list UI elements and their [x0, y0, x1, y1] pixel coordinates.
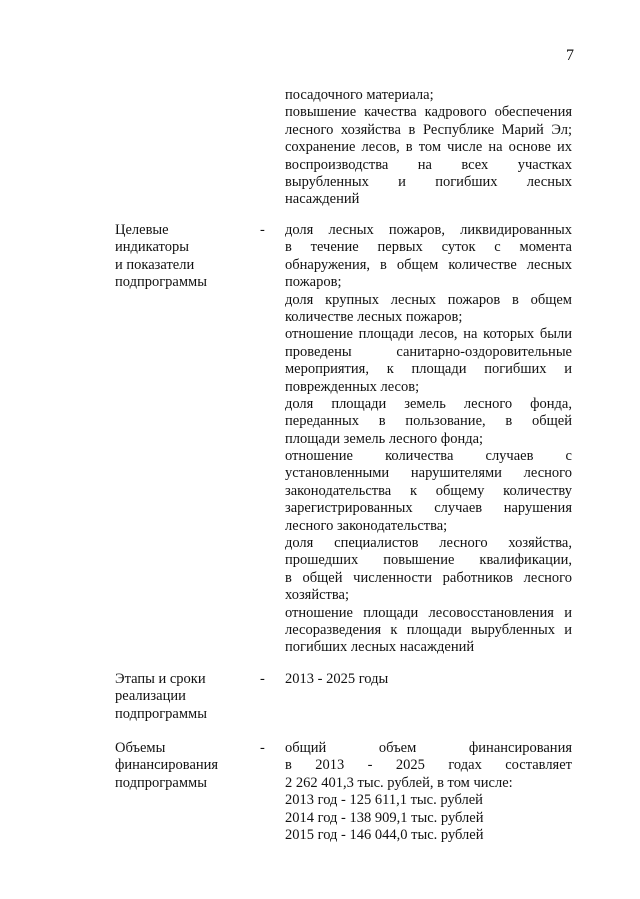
- label-line: и показатели: [115, 256, 195, 273]
- section-label: [115, 740, 255, 792]
- label-line: подпрограммы: [115, 705, 207, 722]
- text-line: переданных в пользование, в общей: [285, 413, 572, 430]
- text-line: сохранение лесов, в том числе на основе их: [285, 139, 572, 156]
- text-line: лесного законодательства;: [285, 517, 448, 534]
- text-line: 2013 год - 125 611,1 тыс. рублей: [285, 792, 483, 809]
- label-line: Целевые: [115, 222, 169, 238]
- section-label: [115, 671, 255, 723]
- text-line: зарегистрированных случаев нарушения: [285, 500, 572, 517]
- text-line: площади земель лесного фонда;: [285, 430, 484, 447]
- text-line: вырубленных и погибших лесных: [285, 173, 572, 190]
- text-line: мероприятия, к площади погибших и: [285, 361, 572, 378]
- section-dash: -: [260, 740, 265, 756]
- section-content: [285, 671, 572, 688]
- text-line: 2013 - 2025 годы: [285, 671, 389, 687]
- text-line: хозяйства;: [285, 587, 349, 604]
- text-line: обнаружения, в общем количестве лесных: [285, 256, 572, 273]
- section-content: [285, 222, 572, 657]
- label-line: Этапы и сроки: [115, 671, 206, 687]
- section-content: [285, 740, 572, 844]
- text-line: 2014 год - 138 909,1 тыс. рублей: [285, 809, 484, 826]
- text-line: общий объем финансирования: [285, 740, 572, 756]
- label-line: финансирования: [115, 757, 219, 774]
- text-line: посадочного материала;: [285, 87, 434, 103]
- text-line: в общей численности работников лесного: [285, 569, 572, 586]
- text-line: доля крупных лесных пожаров в общем: [285, 291, 572, 308]
- text-line: доля специалистов лесного хозяйства,: [285, 535, 572, 552]
- text-line: отношение площади лесов, на которых были: [285, 326, 572, 343]
- text-line: насаждений: [285, 191, 360, 208]
- text-line: установленными нарушителями лесного: [285, 465, 572, 482]
- text-line: повышение качества кадрового обеспечения: [285, 104, 572, 121]
- section-label: [115, 222, 255, 292]
- text-line: проведены санитарно-оздоровительные: [285, 343, 572, 360]
- text-line: отношение количества случаев с: [285, 448, 572, 465]
- label-line: реализации: [115, 688, 186, 705]
- text-line: пожаров;: [285, 274, 342, 291]
- text-line: 2015 год - 146 044,0 тыс. рублей: [285, 826, 484, 843]
- text-line: законодательства к общему количеству: [285, 482, 572, 499]
- text-line: прошедших повышение квалификации,: [285, 552, 572, 569]
- page-number: 7: [566, 47, 574, 64]
- section-dash: -: [260, 222, 265, 238]
- continuation-text: [285, 87, 572, 209]
- label-line: подпрограммы: [115, 774, 207, 791]
- text-line: доля площади земель лесного фонда,: [285, 395, 572, 412]
- text-line: количестве лесных пожаров;: [285, 308, 463, 325]
- text-line: 2 262 401,3 тыс. рублей, в том числе:: [285, 774, 513, 791]
- text-line: поврежденных лесов;: [285, 378, 420, 395]
- text-line: лесного хозяйства в Республике Марий Эл;: [285, 121, 572, 138]
- section-dash: -: [260, 671, 265, 687]
- text-line: воспроизводства на всех участках: [285, 156, 572, 173]
- text-line: доля лесных пожаров, ликвидированных: [285, 222, 572, 238]
- label-line: индикаторы: [115, 239, 189, 256]
- label-line: подпрограммы: [115, 274, 207, 291]
- label-line: Объемы: [115, 740, 166, 756]
- text-line: в 2013 - 2025 годах составляет: [285, 757, 572, 774]
- text-line: отношение площади лесовосстановления и: [285, 604, 572, 621]
- text-line: лесоразведения к площади вырубленных и: [285, 621, 572, 638]
- text-line: в течение первых суток с момента: [285, 239, 572, 256]
- text-line: погибших лесных насаждений: [285, 639, 475, 656]
